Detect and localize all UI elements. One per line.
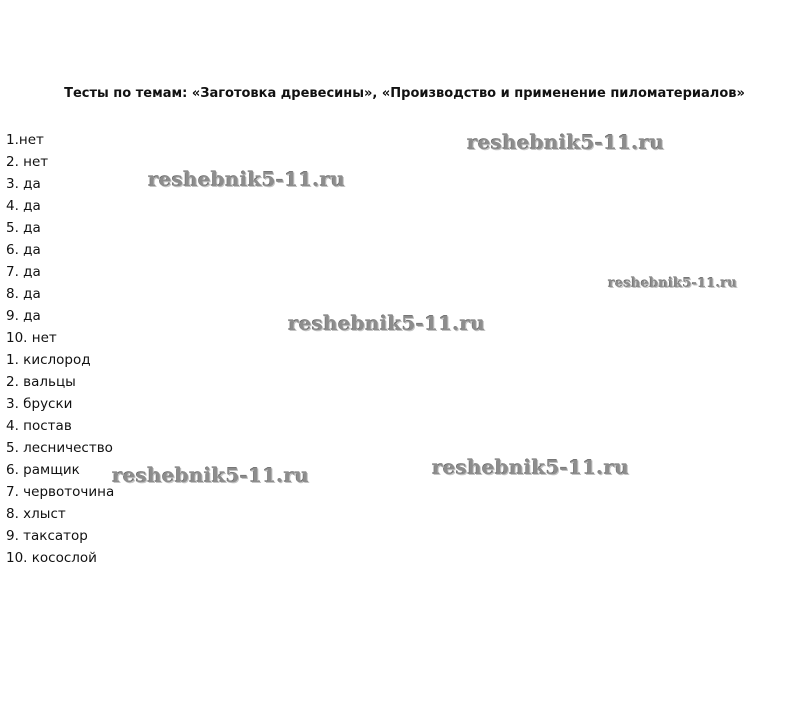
- answer-item: 6. да: [6, 242, 41, 258]
- answer-item: 10. косослой: [6, 550, 97, 566]
- answer-item: 4. да: [6, 198, 41, 214]
- watermark: reshebnik5-11.ru: [148, 167, 346, 191]
- answer-item: 9. таксатор: [6, 528, 88, 544]
- answer-item: 6. рамщик: [6, 462, 80, 478]
- answer-item: 2. нет: [6, 154, 49, 170]
- answer-list: [6, 129, 114, 569]
- answer-item: 8. хлыст: [6, 506, 66, 522]
- answer-item: 8. да: [6, 286, 41, 302]
- watermark: reshebnik5-11.ru: [467, 130, 665, 154]
- answer-item: 3. да: [6, 176, 41, 192]
- page-title: Тесты по темам: «Заготовка древесины», «Производство и применение пиломатериалов»: [64, 86, 745, 101]
- answer-item: 2. вальцы: [6, 374, 76, 390]
- answer-item: 3. бруски: [6, 396, 73, 412]
- watermark: reshebnik5-11.ru: [288, 311, 486, 335]
- answer-item: 7. да: [6, 264, 41, 280]
- answer-item: 9. да: [6, 308, 41, 324]
- watermark: reshebnik5-11.ru: [432, 455, 630, 479]
- watermark: reshebnik5-11.ru: [608, 276, 738, 291]
- answer-item: 7. червоточина: [6, 484, 115, 500]
- answer-item: 5. лесничество: [6, 440, 113, 456]
- answer-item: 1.нет: [6, 132, 44, 148]
- watermark: reshebnik5-11.ru: [112, 463, 310, 487]
- answer-item: 10. нет: [6, 330, 57, 346]
- answer-item: 5. да: [6, 220, 41, 236]
- answer-item: 4. постав: [6, 418, 72, 434]
- answer-item: 1. кислород: [6, 352, 91, 368]
